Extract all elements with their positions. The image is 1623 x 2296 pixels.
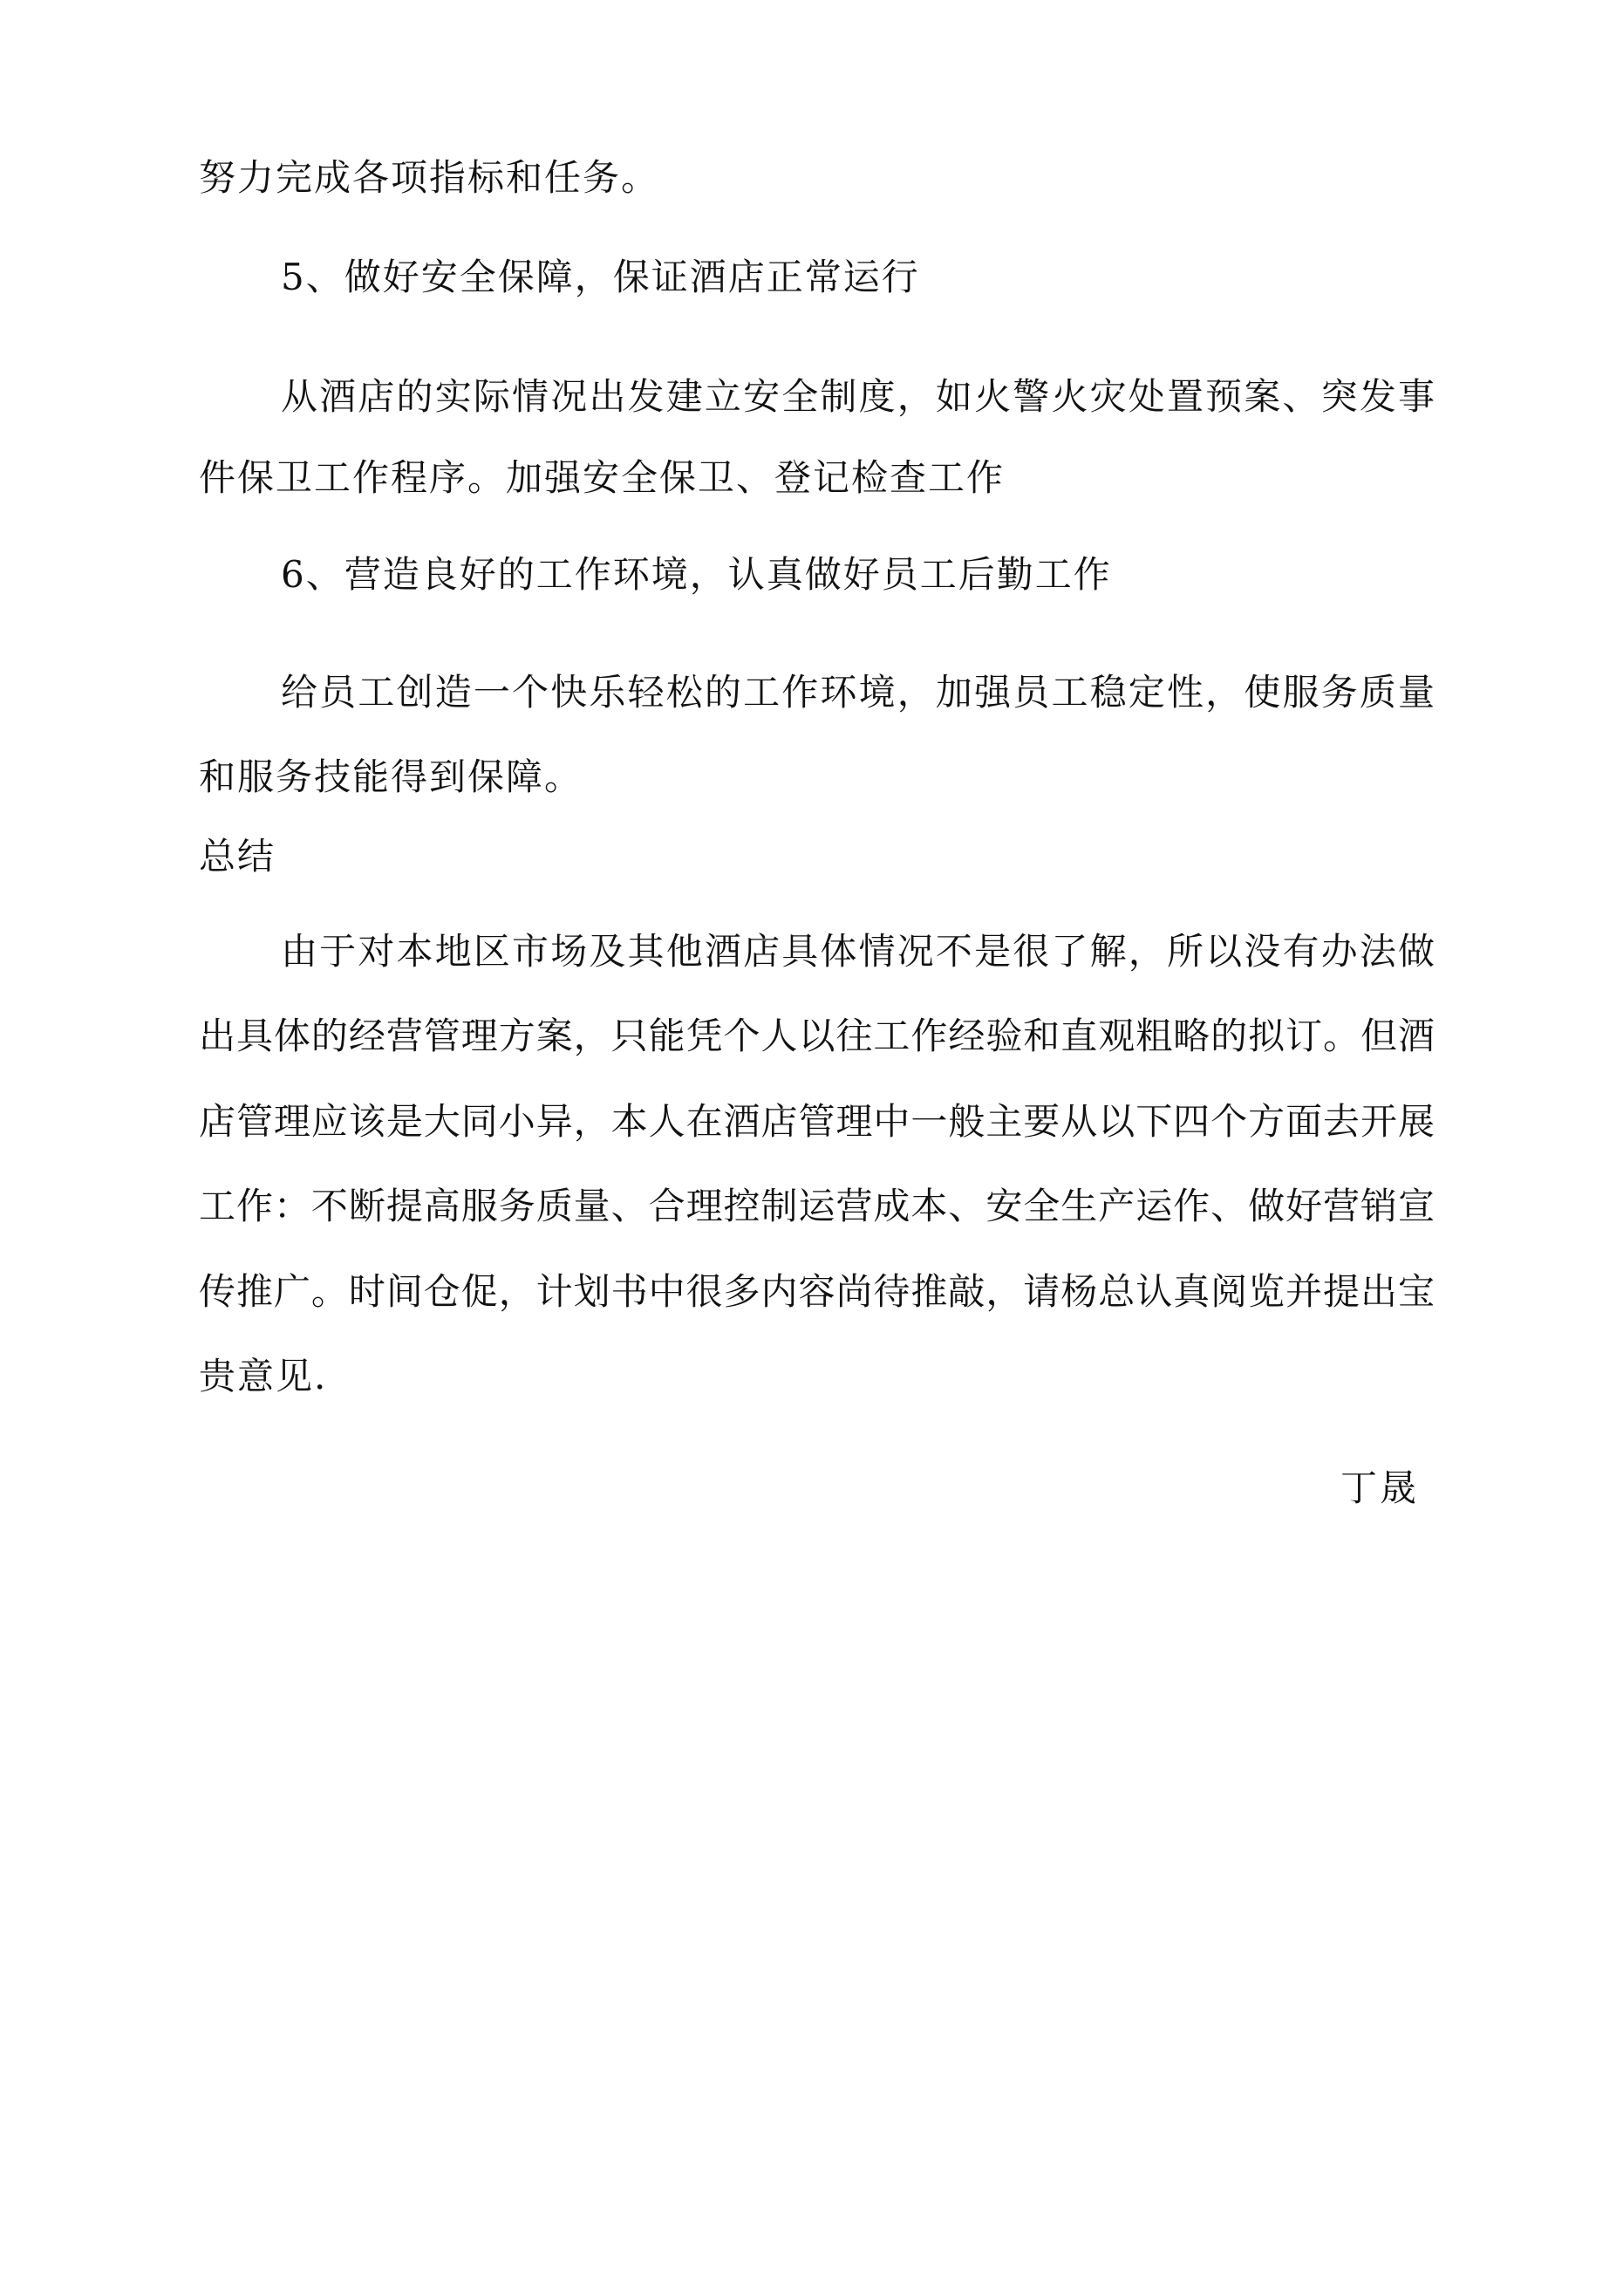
section-heading-5: 5、做好安全保障，保证酒店正常运行 (281, 256, 920, 298)
paragraph-line: 传推广。时间仓促，计划书中很多内容尚待推敲，请杨总认真阅览并提出宝 (199, 1270, 1435, 1313)
section-heading-6: 6、营造良好的工作环境，认真做好员工后勤工作 (281, 553, 1112, 596)
signature: 丁晟 (1340, 1466, 1419, 1509)
summary-heading: 总结 (199, 835, 276, 878)
paragraph-line: 工作：不断提高服务质量、合理控制运营成本、安全生产运作、做好营销宣 (199, 1185, 1435, 1227)
paragraph-line: 给员工创造一个快乐轻松的工作环境，加强员工稳定性，使服务质量 (281, 671, 1435, 714)
paragraph-line: 努力完成各项指标和任务。 (199, 156, 660, 199)
paragraph-line: 件保卫工作程序。加强安全保卫、登记检查工作 (199, 456, 1006, 499)
paragraph-line: 出具体的经营管理方案，只能凭个人以往工作经验和直观粗略的拟订。但酒 (199, 1015, 1435, 1057)
paragraph-line: 和服务技能得到保障。 (199, 755, 583, 798)
paragraph-line: 从酒店的实际情况出发建立安全制度，如火警火灾处置预案、突发事 (281, 375, 1435, 418)
paragraph-line: 贵意见. (199, 1355, 328, 1397)
paragraph-line: 店管理应该是大同小异，本人在酒店管理中一般主要从以下四个方面去开展 (199, 1100, 1435, 1143)
paragraph-line: 由于对本地区市场及其他酒店具体情况不是很了解，所以没有办法做 (281, 930, 1435, 973)
